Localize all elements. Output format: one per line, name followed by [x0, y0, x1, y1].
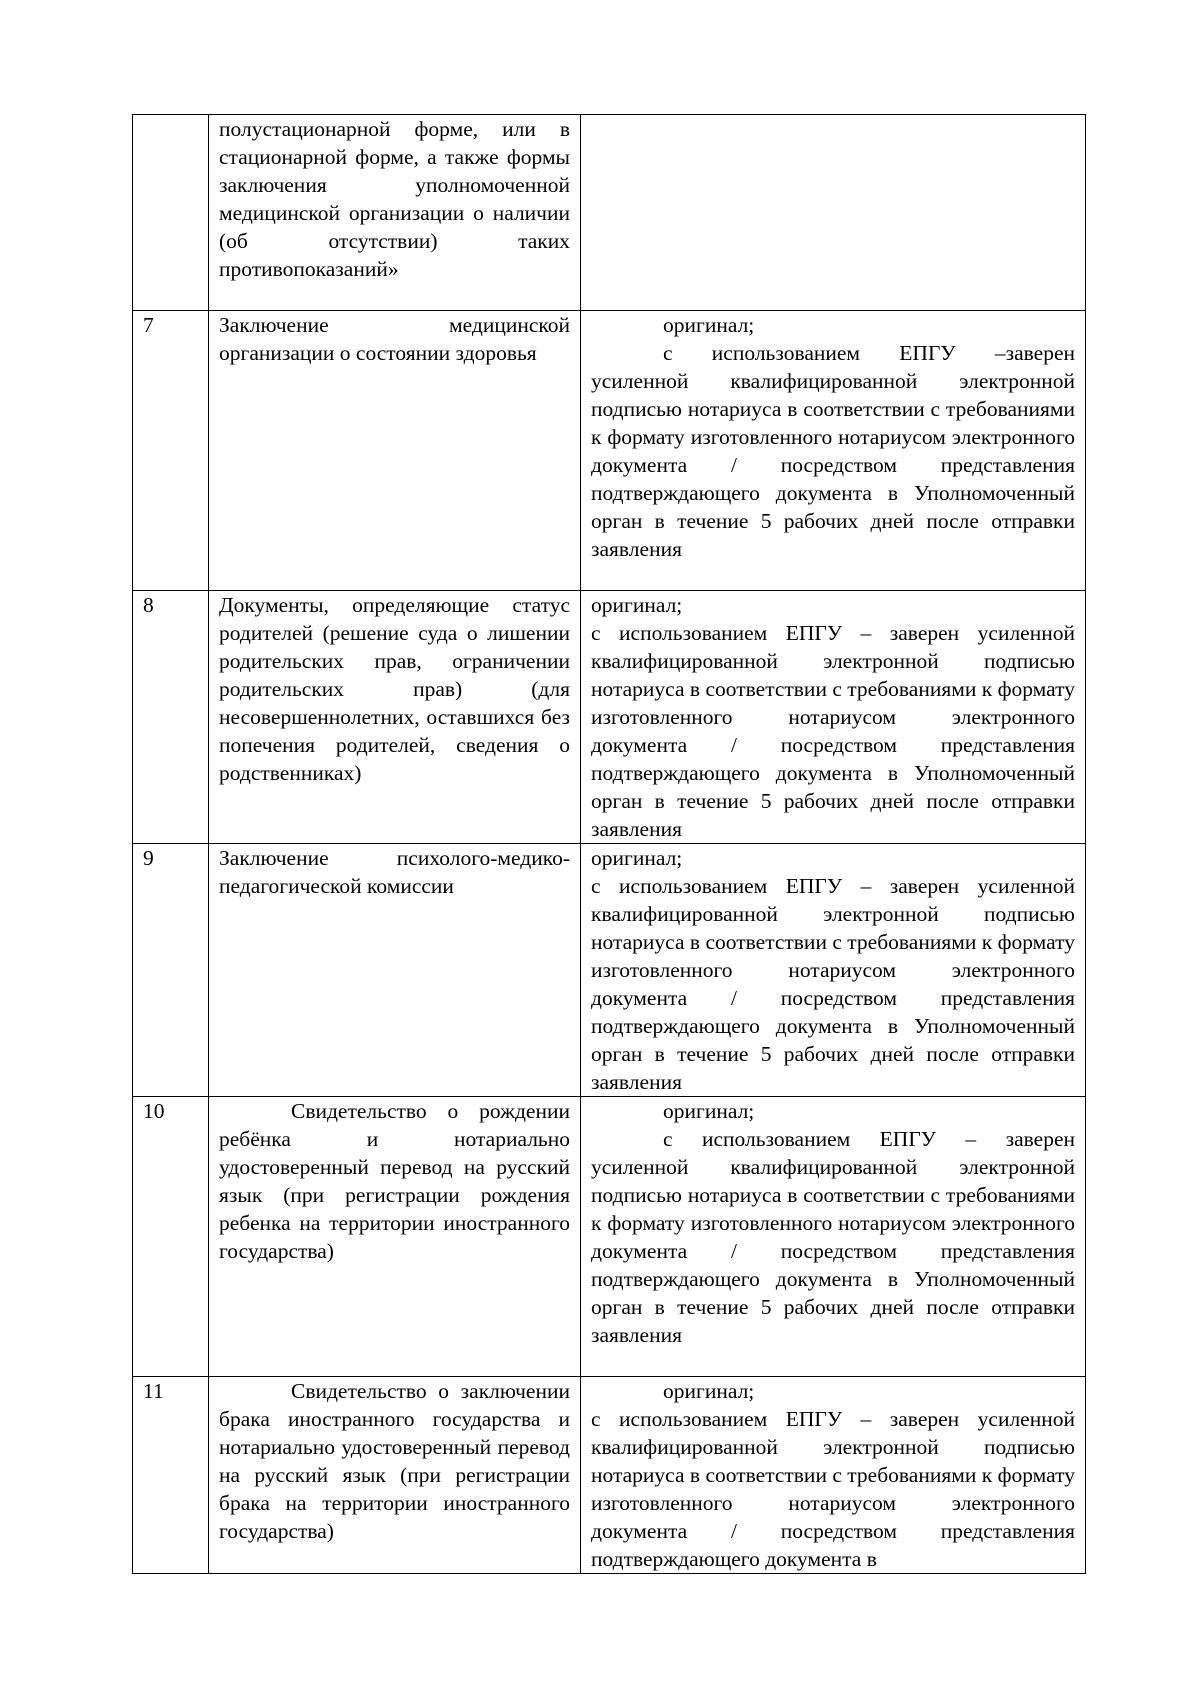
- document-name-cell: [209, 1377, 581, 1574]
- row-number: 9: [133, 844, 209, 1097]
- row-number: [133, 115, 209, 311]
- submission-form-cell: [581, 1377, 1086, 1574]
- document-name-text: полустационарной форме, или в стационарной форме, а также формы заключения уполномоченной медицинской организации о наличии (об отсутствии) таких противопоказаний»: [219, 117, 570, 281]
- submission-form-cell: [581, 591, 1086, 844]
- document-name-text: Свидетельство о рождении ребёнка и нотариально удостоверенный перевод на русский язык (при регистрации рождения ребенка на территории иностранного государства): [219, 1099, 570, 1263]
- document-name-cell: [209, 844, 581, 1097]
- document-name-text: Свидетельство о заключении брака иностранного государства и нотариально удостоверенный перевод на русский язык (при регистрации брака на территории иностранного государства): [219, 1379, 570, 1543]
- table-row: [133, 591, 1086, 844]
- submission-form-text: оригинал;: [591, 593, 683, 617]
- documents-table: [132, 114, 1086, 1574]
- document-name-cell: [209, 311, 581, 591]
- submission-form-text: оригинал;: [591, 846, 683, 870]
- submission-form-cell: [581, 311, 1086, 591]
- row-number: 7: [133, 311, 209, 591]
- row-number: 10: [133, 1097, 209, 1377]
- table-row: [133, 311, 1086, 591]
- row-number: 8: [133, 591, 209, 844]
- table-row: [133, 1377, 1086, 1574]
- submission-form-text: с использованием ЕПГУ –заверен усиленной квалифицированной электронной подписью нотариуса в соответствии с требованиями к формату изготовленного нотариусом электронного документа / посредством представления подтверждающего документа в Уполномоченный орган в течение 5 рабочих дней после отправки заявления: [591, 341, 1075, 561]
- submission-form-text: с использованием ЕПГУ – заверен усиленной квалифицированной электронной подписью нотариуса в соответствии с требованиями к формату изготовленного нотариусом электронного документа / посредством представления подтверждающего документа в Уполномоченный орган в течение 5 рабочих дней после отправки заявления: [591, 621, 1075, 841]
- document-name-cell: [209, 591, 581, 844]
- submission-form-text: с использованием ЕПГУ – заверен усиленной квалифицированной электронной подписью нотариуса в соответствии с требованиями к формату изготовленного нотариусом электронного документа / посредством представления подтверждающего документа в Уполномоченный орган в течение 5 рабочих дней после отправки заявления: [591, 874, 1075, 1094]
- submission-form-text: оригинал;: [663, 313, 755, 337]
- submission-form-cell: [581, 844, 1086, 1097]
- document-name-cell: [209, 1097, 581, 1377]
- table-row: [133, 115, 1086, 311]
- document-name-cell: [209, 115, 581, 311]
- submission-form-cell: [581, 115, 1086, 311]
- submission-form-cell: [581, 1097, 1086, 1377]
- submission-form-text: с использованием ЕПГУ – заверен усиленной квалифицированной электронной подписью нотариуса в соответствии с требованиями к формату изготовленного нотариусом электронного документа / посредством представления подтверждающего документа в: [591, 1407, 1075, 1571]
- table-row: [133, 1097, 1086, 1377]
- submission-form-text: оригинал;: [663, 1379, 755, 1403]
- row-number: 11: [133, 1377, 209, 1574]
- document-name-text: Заключение медицинской организации о состоянии здоровья: [219, 313, 570, 365]
- document-name-text: Заключение психолого-медико-педагогической комиссии: [219, 846, 570, 898]
- document-name-text: Документы, определяющие статус родителей (решение суда о лишении родительских прав, ограничении родительских прав) (для несовершеннолетних, оставшихся без попечения родителей, сведения о родственниках): [219, 593, 570, 785]
- submission-form-text: оригинал;: [663, 1099, 755, 1123]
- table-row: [133, 844, 1086, 1097]
- submission-form-text: с использованием ЕПГУ – заверен усиленной квалифицированной электронной подписью нотариуса в соответствии с требованиями к формату изготовленного нотариусом электронного документа / посредством представления подтверждающего документа в Уполномоченный орган в течение 5 рабочих дней после отправки заявления: [591, 1127, 1075, 1347]
